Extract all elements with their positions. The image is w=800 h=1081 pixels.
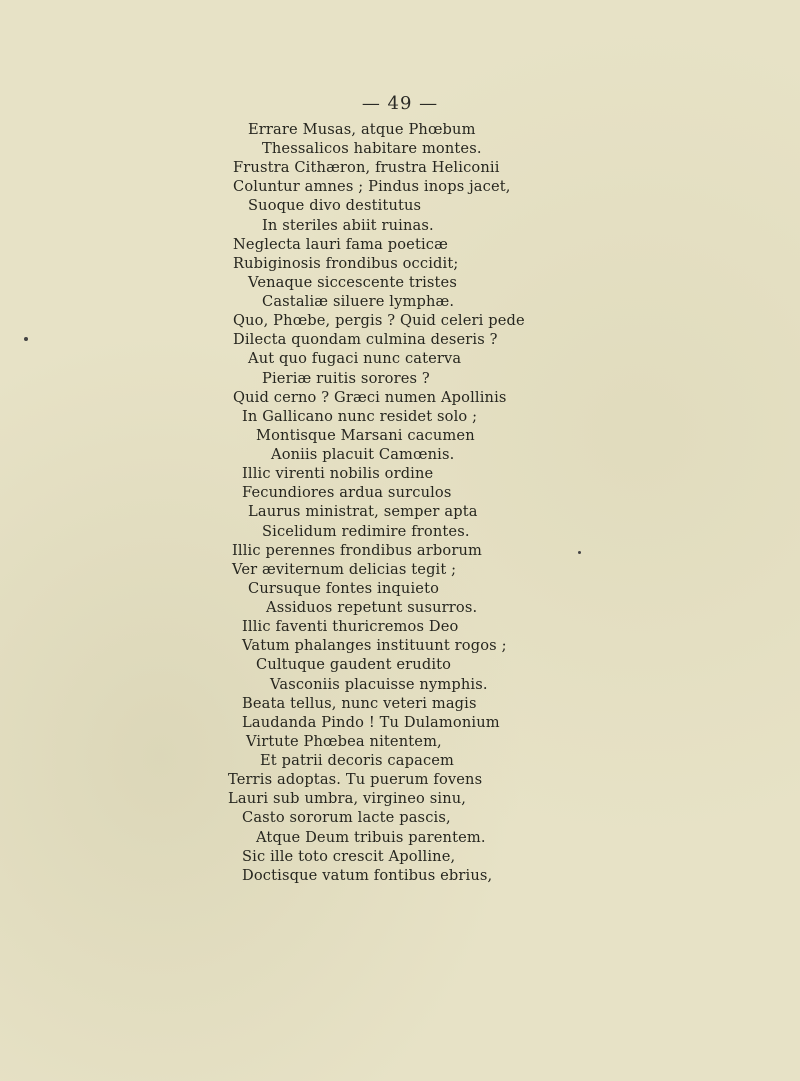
verse-line: Virtute Phœbea nitentem, (246, 733, 442, 750)
verse-line: Quo, Phœbe, pergis ? Quid celeri pede (233, 312, 525, 329)
verse-line: Doctisque vatum fontibus ebrius, (242, 867, 493, 884)
verse-line: Terris adoptas. Tu puerum fovens (228, 771, 483, 788)
verse-line: Castaliæ siluere lymphæ. (262, 293, 455, 310)
verse-line: Sicelidum redimire frontes. (262, 523, 470, 540)
verse-line: Fecundiores ardua surculos (242, 484, 452, 501)
verse-line: Aoniis placuit Camœnis. (271, 446, 455, 463)
verse-line: Montisque Marsani cacumen (256, 427, 475, 444)
verse-line: Errare Musas, atque Phœbum (248, 121, 476, 138)
verse-line: Frustra Cithæron, frustra Heliconii (233, 159, 500, 176)
verse-line: Beata tellus, nunc veteri magis (242, 695, 477, 712)
verse-line: Casto sororum lacte pascis, (242, 809, 451, 826)
verse-line: Neglecta lauri fama poeticæ (233, 236, 448, 253)
verse-line: Lauri sub umbra, virgineo sinu, (228, 790, 467, 807)
verse-line: Cursuque fontes inquieto (248, 580, 440, 597)
verse-line: Sic ille toto crescit Apolline, (242, 848, 456, 865)
verse-line: Venaque siccescente tristes (248, 274, 457, 291)
ink-speck (24, 337, 28, 341)
verse-line: Illic faventi thuricremos Deo (242, 618, 459, 635)
verse-line: Vatum phalanges instituunt rogos ; (242, 637, 507, 654)
verse-line: Rubiginosis frondibus occidit; (233, 255, 459, 272)
verse-line: Aut quo fugaci nunc caterva (248, 350, 462, 367)
verse-line: Ver æviternum delicias tegit ; (232, 561, 457, 578)
verse-line: Et patrii decoris capacem (260, 752, 455, 769)
verse-line: Illic perennes frondibus arborum (232, 542, 482, 559)
page-number: — 49 — (361, 93, 439, 114)
verse-line: Laurus ministrat, semper apta (248, 503, 478, 520)
verse-line: Laudanda Pindo ! Tu Dulamonium (242, 714, 500, 731)
verse-line: Illic virenti nobilis ordine (242, 465, 434, 482)
verse-line: In Gallicano nunc residet solo ; (242, 408, 478, 425)
verse-line: Thessalicos habitare montes. (262, 140, 482, 157)
verse-line: Quid cerno ? Græci numen Apollinis (233, 389, 507, 406)
verse-line: Assiduos repetunt susurros. (266, 599, 478, 616)
verse-line: In steriles abiit ruinas. (262, 217, 434, 234)
verse-line: Coluntur amnes ; Pindus inops jacet, (233, 178, 511, 195)
verse-line: Dilecta quondam culmina deseris ? (233, 331, 498, 348)
verse-line: Atque Deum tribuis parentem. (256, 829, 486, 846)
ink-speck (578, 551, 581, 554)
verse-line: Vasconiis placuisse nymphis. (270, 676, 488, 693)
verse-line: Pieriæ ruitis sorores ? (262, 370, 430, 387)
verse-line: Cultuque gaudent erudito (256, 656, 452, 673)
verse-line: Suoque divo destitutus (248, 197, 422, 214)
